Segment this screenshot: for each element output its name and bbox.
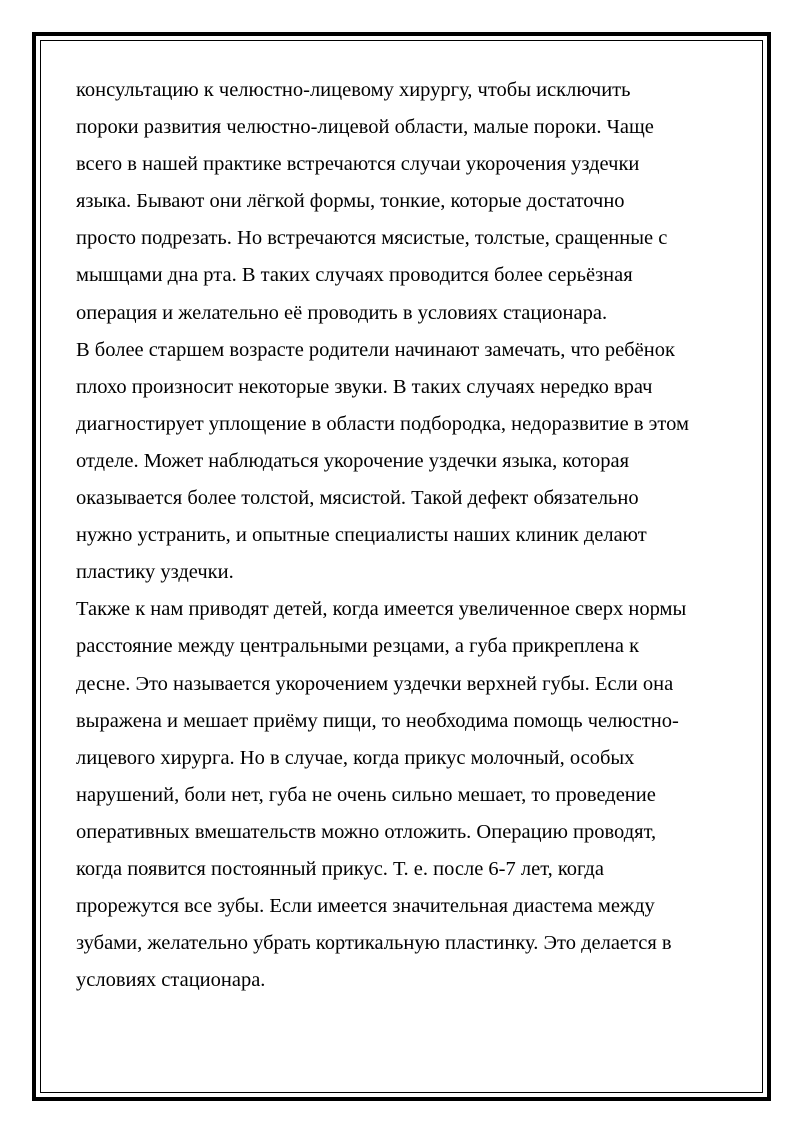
- text-line: оказывается более толстой, мясистой. Такой дефект обязательно: [76, 487, 639, 510]
- text-line: плохо произносит некоторые звуки. В таких случаях нередко врач: [76, 375, 653, 398]
- text-line: Также к нам приводят детей, когда имеется увеличенное сверх нормы: [76, 598, 687, 621]
- text-line: пороки развития челюстно-лицевой области, малые пороки. Чаще: [76, 116, 654, 139]
- text-line: оперативных вмешательств можно отложить. Операцию проводят,: [76, 820, 657, 843]
- text-line: условиях стационара.: [76, 969, 266, 992]
- text-line: диагностирует уплощение в области подбородка, недоразвитие в этом: [76, 412, 689, 435]
- text-line: консультацию к челюстно-лицевому хирургу, чтобы исключить: [76, 79, 631, 101]
- text-line: зубами, желательно убрать кортикальную пластинку. Это делается в: [76, 932, 672, 955]
- text-line: просто подрезать. Но встречаются мясистые, толстые, сращенные с: [76, 227, 668, 250]
- text-line: нарушений, боли нет, губа не очень сильно мешает, то проведение: [76, 783, 656, 806]
- text-line: лицевого хирурга. Но в случае, когда прикус молочный, особых: [76, 746, 635, 769]
- text-line: всего в нашей практике встречаются случаи укорочения уздечки: [76, 153, 640, 176]
- text-line: пластику уздечки.: [76, 561, 234, 584]
- text-line: выражена и мешает приёму пищи, то необходима помощь челюстно-: [76, 709, 679, 732]
- text-line: операция и желательно её проводить в условиях стационара.: [76, 301, 608, 324]
- text-line: десне. Это называется укорочением уздечки верхней губы. Если она: [76, 672, 674, 695]
- text-line: расстояние между центральными резцами, а губа прикреплена к: [76, 635, 640, 658]
- document-body-text: [76, 72, 736, 999]
- text-line: когда появится постоянный прикус. Т. е. после 6-7 лет, когда: [76, 857, 604, 880]
- text-line: языка. Бывают они лёгкой формы, тонкие, которые достаточно: [76, 190, 625, 213]
- text-line: В более старшем возрасте родители начинают замечать, что ребёнок: [76, 338, 675, 361]
- text-line: отделе. Может наблюдаться укорочение уздечки языка, которая: [76, 449, 629, 472]
- text-line: нужно устранить, и опытные специалисты наших клиник делают: [76, 524, 647, 547]
- text-line: мышцами дна рта. В таких случаях проводится более серьёзная: [76, 264, 633, 287]
- text-line: прорежутся все зубы. Если имеется значительная диастема между: [76, 895, 655, 918]
